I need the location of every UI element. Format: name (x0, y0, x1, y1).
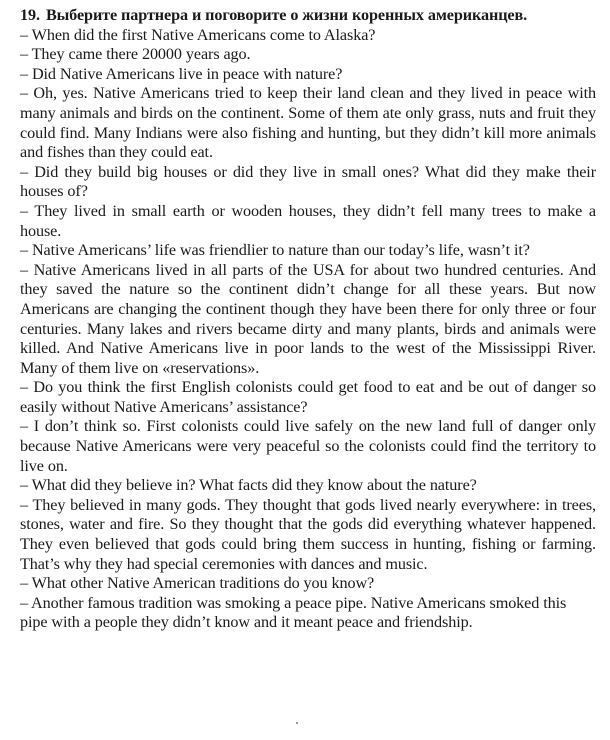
exercise-number: 19. (20, 6, 40, 24)
dialogue-line-12: – They believed in many gods. They thought that gods lived nearly everywhere: in trees, stones, water and fire. So they thought that the gods did everything whatever happened. They even believed that gods could bring them success in hunting, fishing or farming. That’s why they had special ceremonies with dances and music. (20, 495, 596, 573)
dialogue-line-13: – What other Native American traditions do you know? (20, 574, 375, 593)
page-mark (296, 722, 298, 724)
dialogue-line-11: – What did they believe in? What facts did they know about the nature? (20, 476, 477, 495)
dialogue-line-3: – Did Native Americans live in peace with nature? (20, 64, 343, 83)
dialogue-line-4: – Oh, yes. Native Americans tried to keep their land clean and they lived in peace with many animals and birds on the continent. Some of them ate only grass, nuts and fruit they could find. Many Indians were also fishing and hunting, but they didn’t kill more animals and fishes than they could eat. (20, 84, 596, 162)
dialogue-line-1: – When did the first Native Americans come to Alaska? (20, 25, 376, 44)
dialogue-line-5: – Did they build big houses or did they live in small ones? What did they make their houses of? (20, 162, 596, 201)
dialogue-line-10: – I don’t think so. First colonists could live safely on the new land full of danger only because Native Americans were very peaceful so the colonists could find the territory to live on. (20, 417, 596, 475)
dialogue-line-14: – Another famous tradition was smoking a peace pipe. Native Americans smoked this pipe with a people they didn’t know and it meant peace and friendship. (20, 593, 567, 632)
dialogue (20, 26, 596, 633)
dialogue-line-6: – They lived in small earth or wooden houses, they didn’t fell many trees to make a house. (20, 201, 596, 240)
dialogue-line-7: – Native Americans’ life was friendlier to nature than our today’s life, wasn’t it? (20, 241, 530, 260)
dialogue-line-8: – Native Americans lived in all parts of the USA for about two hundred centuries. And they saved the nature so the continent didn’t change for all these years. But now Americans are changing the continent though they have been there for only three or four centuries. Many lakes and rivers became dirty and many plants, birds and animals were killed. And Native Americans live in poor lands to the west of the Mississippi River. Many of them live on «reservations». (20, 260, 596, 377)
dialogue-line-9: – Do you think the first English colonists could get food to eat and be out of danger so easily without Native Americans’ assistance? (20, 378, 596, 416)
dialogue-line-2: – They came there 20000 years ago. (20, 45, 251, 64)
exercise-heading (20, 6, 596, 26)
exercise-instruction: Выберите партнера и поговорите о жизни коренных американцев. (45, 6, 528, 24)
